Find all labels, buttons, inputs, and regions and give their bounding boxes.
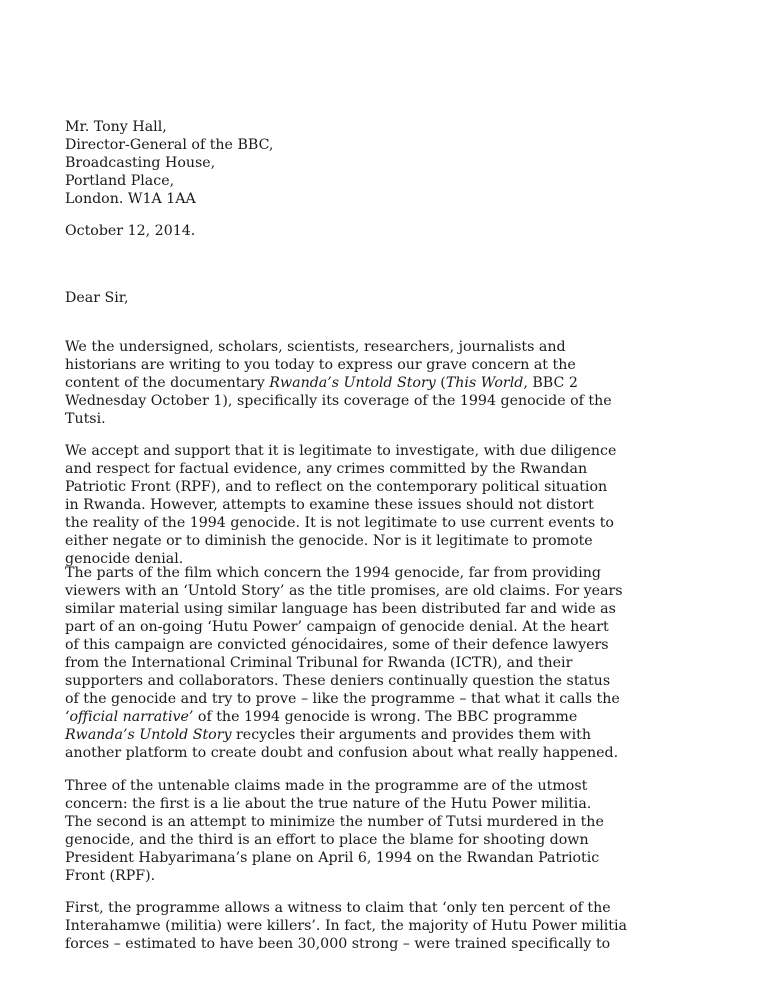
- text-segment: The parts of the film which concern the 1994 genocide, far from providing: [65, 565, 601, 581]
- italic-text: Rwanda’s Untold Story: [269, 375, 436, 391]
- paragraph-line: [65, 514, 741, 532]
- text-segment: forces – estimated to have been 30,000 strong – were trained specifically to: [65, 936, 611, 952]
- paragraph-line: [65, 442, 741, 460]
- paragraph-line: [65, 899, 741, 917]
- paragraph-line: [65, 917, 741, 935]
- paragraph-line: [65, 813, 741, 831]
- text-segment: historians are writing to you today to express our grave concern at the: [65, 357, 576, 373]
- paragraph-line: [65, 849, 741, 867]
- text-segment: content of the documentary: [65, 375, 270, 391]
- text-segment: We the undersigned, scholars, scientists, researchers, journalists and: [65, 339, 566, 355]
- address-line: London. W1A 1AA: [65, 191, 196, 207]
- text-segment: genocide denial.: [65, 551, 184, 567]
- text-segment: of the 1994 genocide is wrong. The BBC programme: [193, 709, 578, 725]
- text-segment: We accept and support that it is legitimate to investigate, with due diligence: [65, 443, 617, 459]
- text-segment: similar material using similar language has been distributed far and wide as: [65, 601, 616, 617]
- paragraph-line: [65, 532, 741, 550]
- paragraph-line: [65, 392, 741, 410]
- paragraph-line: [65, 410, 741, 428]
- paragraph-line: [65, 690, 741, 708]
- paragraph-line: [65, 636, 741, 654]
- text-segment: recycles their arguments and provides them with: [231, 727, 591, 743]
- text-segment: part of an on-going ‘Hutu Power’ campaign of genocide denial. At the heart: [65, 619, 609, 635]
- italic-text: Rwanda’s Untold Story: [65, 727, 232, 743]
- paragraph-line: [65, 777, 741, 795]
- text-segment: Tutsi.: [65, 411, 106, 427]
- text-segment: President Habyarimana’s plane on April 6, 1994 on the Rwandan Patriotic: [65, 850, 600, 866]
- text-segment: of the genocide and try to prove – like the programme – that what it calls the: [65, 691, 620, 707]
- text-segment: (: [435, 375, 446, 391]
- paragraph-line: [65, 672, 741, 690]
- paragraph-line: [65, 618, 741, 636]
- text-segment: and respect for factual evidence, any crimes committed by the Rwandan: [65, 461, 588, 477]
- address-line: Director-General of the BBC,: [65, 137, 274, 153]
- paragraph-line: [65, 654, 741, 672]
- text-segment: First, the programme allows a witness to claim that ‘only ten percent of the: [65, 900, 611, 916]
- paragraph-line: [65, 356, 741, 374]
- letter-date: October 12, 2014.: [65, 223, 196, 239]
- text-segment: genocide, and the third is an effort to place the blame for shooting down: [65, 832, 589, 848]
- text-segment: supporters and collaborators. These deniers continually question the status: [65, 673, 611, 689]
- paragraph-line: [65, 564, 741, 582]
- paragraph-line: [65, 600, 741, 618]
- address-line: Mr. Tony Hall,: [65, 119, 167, 135]
- text-segment: Front (RPF).: [65, 868, 156, 884]
- text-segment: Patriotic Front (RPF), and to reflect on the contemporary political situation: [65, 479, 608, 495]
- paragraph-line: [65, 744, 741, 762]
- text-segment: another platform to create doubt and confusion about what really happened.: [65, 745, 619, 761]
- text-segment: either negate or to diminish the genocide. Nor is it legitimate to promote: [65, 533, 593, 549]
- paragraph-4: [65, 777, 741, 885]
- paragraph-line: [65, 708, 741, 726]
- text-segment: concern: the first is a lie about the true nature of the Hutu Power militia.: [65, 796, 592, 812]
- paragraph-3: [65, 564, 741, 762]
- paragraph-line: [65, 795, 741, 813]
- paragraph-line: [65, 582, 741, 600]
- text-segment: , BBC 2: [523, 375, 578, 391]
- text-segment: Three of the untenable claims made in the programme are of the utmost: [65, 778, 588, 794]
- paragraph-line: [65, 460, 741, 478]
- paragraph-line: [65, 478, 741, 496]
- paragraph-line: [65, 867, 741, 885]
- paragraph-line: [65, 831, 741, 849]
- text-segment: viewers with an ‘Untold Story’ as the title promises, are old claims. For years: [65, 583, 623, 599]
- paragraph-5: [65, 899, 741, 953]
- text-segment: in Rwanda. However, attempts to examine these issues should not distort: [65, 497, 594, 513]
- paragraph-line: [65, 374, 741, 392]
- paragraph-line: [65, 496, 741, 514]
- text-segment: of this campaign are convicted génocidaires, some of their defence lawyers: [65, 637, 609, 653]
- italic-text: ‘official narrative’: [65, 709, 194, 725]
- text-segment: Interahamwe (militia) were killers’. In fact, the majority of Hutu Power militia: [65, 918, 627, 934]
- text-segment: Wednesday October 1), specifically its coverage of the 1994 genocide of the: [65, 393, 612, 409]
- text-segment: The second is an attempt to minimize the number of Tutsi murdered in the: [65, 814, 604, 830]
- text-segment: from the International Criminal Tribunal for Rwanda (ICTR), and their: [65, 655, 573, 671]
- paragraph-line: [65, 935, 741, 953]
- salutation: Dear Sir,: [65, 290, 129, 306]
- recipient-address: [65, 118, 725, 208]
- address-line: Broadcasting House,: [65, 155, 216, 171]
- text-segment: the reality of the 1994 genocide. It is not legitimate to use current events to: [65, 515, 614, 531]
- paragraph-2: [65, 442, 741, 568]
- paragraph-line: [65, 726, 741, 744]
- paragraph-line: [65, 338, 741, 356]
- italic-text: This World: [445, 375, 524, 391]
- paragraph-1: [65, 338, 741, 428]
- address-line: Portland Place,: [65, 173, 175, 189]
